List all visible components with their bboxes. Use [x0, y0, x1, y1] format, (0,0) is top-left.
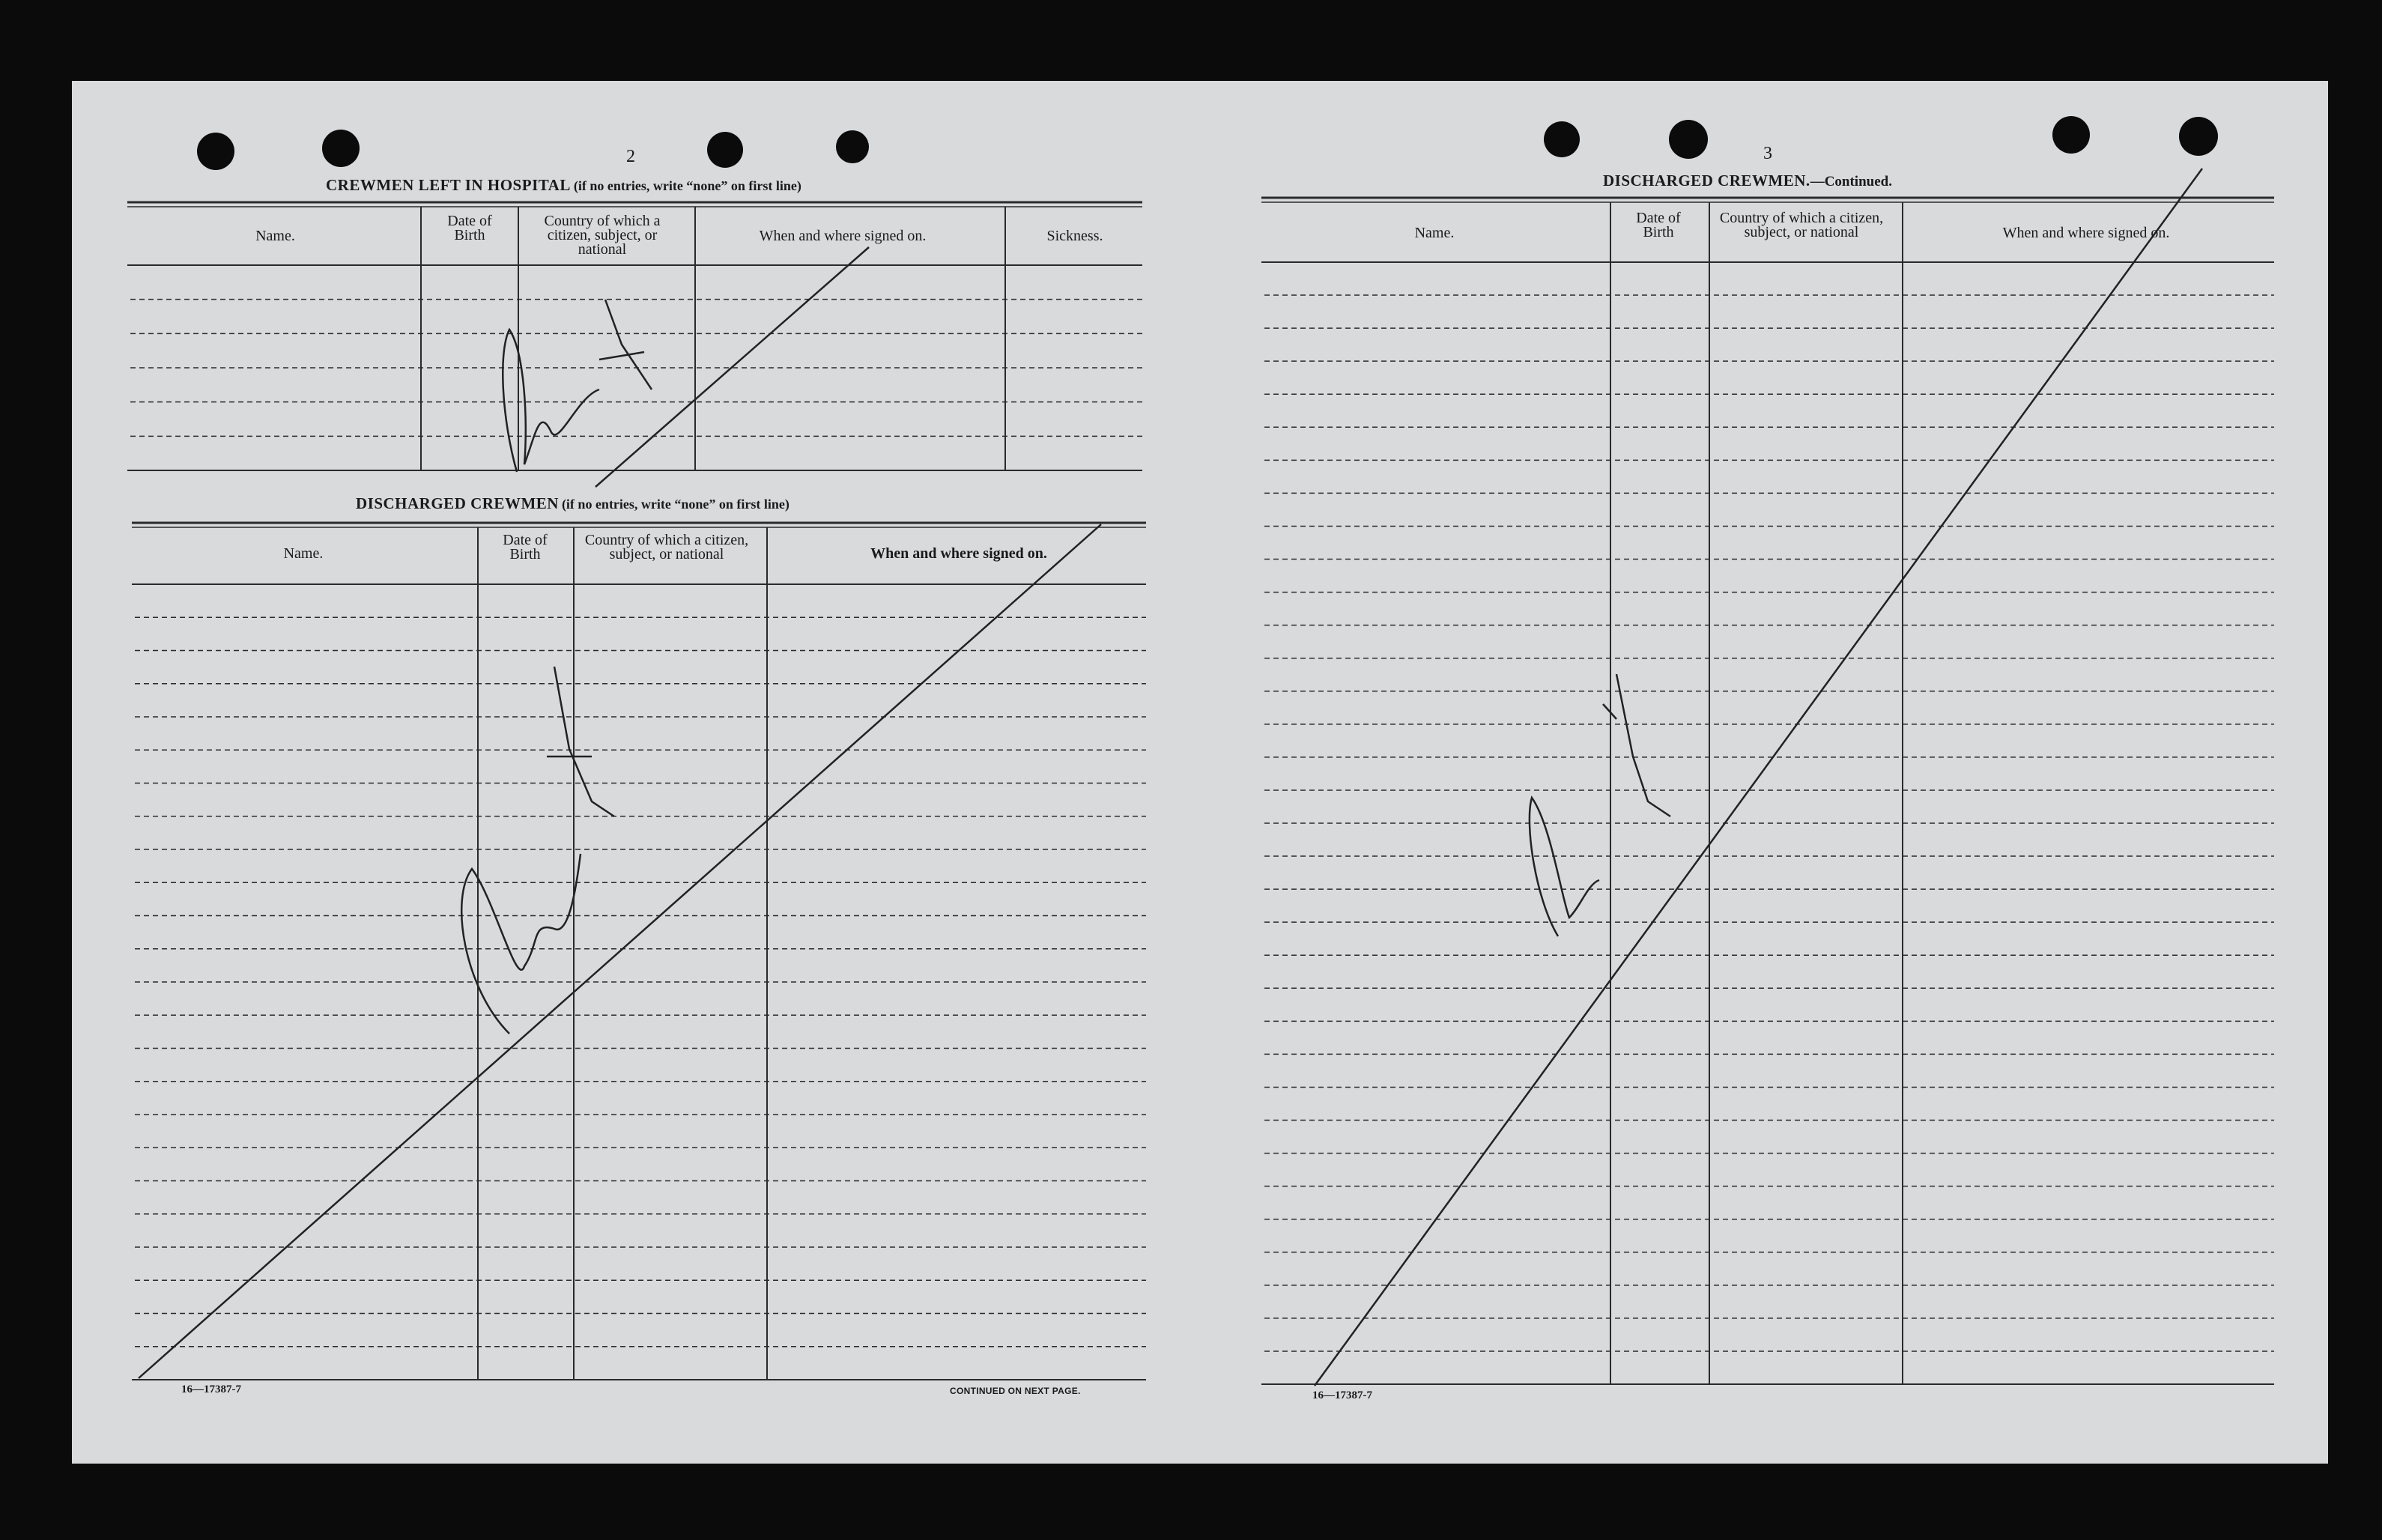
continued-note: CONTINUED ON NEXT PAGE.	[950, 1386, 1081, 1396]
hospital-col-when-where: When and where signed on.	[759, 228, 927, 244]
discharged-col-when-where: When and where signed on.	[870, 545, 1047, 562]
hospital-section-title	[326, 178, 801, 193]
hospital-col-date-of-birth: Date of Birth	[447, 213, 492, 243]
form-number-right: 16—17387-7	[1312, 1389, 1372, 1401]
right-col-when-where: When and where signed on.	[2002, 225, 2170, 241]
right-title-note: —Continued.	[1810, 174, 1892, 190]
punch-hole	[322, 130, 360, 167]
discharged-title-bold: DISCHARGED CREWMEN	[356, 494, 559, 512]
punch-hole	[2179, 117, 2218, 156]
hospital-col-name: Name.	[255, 228, 295, 244]
right-col-date-of-birth: Date of Birth	[1636, 210, 1681, 240]
punch-hole	[836, 130, 869, 163]
hospital-title-note: (if no entries, write “none” on first line)	[573, 178, 801, 193]
form-number-left: 16—17387-7	[181, 1383, 241, 1395]
punch-hole	[2052, 116, 2090, 154]
right-col-name: Name.	[1414, 225, 1455, 241]
page-number-left: 2	[626, 147, 635, 166]
discharged-col-date-of-birth: Date of Birth	[503, 532, 548, 563]
hospital-col-sickness: Sickness.	[1046, 228, 1103, 244]
discharged-col-name: Name.	[283, 545, 324, 562]
right-col-country: Country of which a citizen, subject, or national	[1719, 210, 1884, 240]
discharged-col-country: Country of which a citizen, subject, or national	[584, 532, 749, 563]
paper-sheet	[72, 81, 2328, 1464]
punch-hole	[1544, 121, 1580, 157]
right-title-bold: DISCHARGED CREWMEN.	[1603, 172, 1810, 190]
punch-hole	[1669, 120, 1708, 159]
punch-hole	[197, 133, 234, 170]
punch-hole	[707, 132, 743, 168]
page-number-right: 3	[1763, 144, 1772, 163]
right-section-title	[1603, 173, 1892, 189]
discharged-title-note: (if no entries, write “none” on first line)	[561, 497, 790, 512]
hospital-title-bold: CREWMEN LEFT IN HOSPITAL	[326, 176, 571, 194]
hospital-col-country: Country of which a citizen, subject, or national	[544, 213, 661, 258]
discharged-section-title	[356, 496, 790, 512]
